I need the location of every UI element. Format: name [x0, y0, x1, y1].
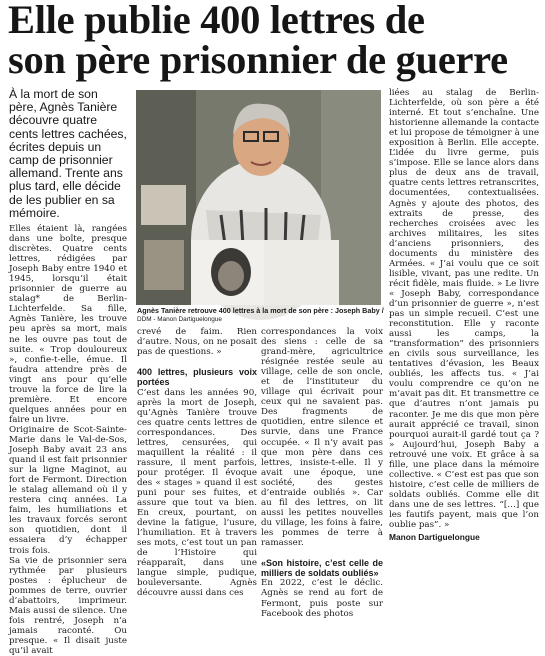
paragraph: Originaire de Scot-Sainte-Marie dans le Val-de-Sos, Joseph Baby avait 23 ans quand il est fait prisonnier sur la ligne Maginot, au fort de Fermont. Direction le stalag allemand où il y restera cinq années. La faim, les humiliations et les travaux forcés seront son quotidien, dont il essaiera d’y échapper trois fois. [9, 424, 127, 556]
article-column-3 [261, 327, 383, 619]
article-column-2 [137, 327, 257, 599]
article-column-1 [9, 224, 127, 656]
paragraph: C’est dans les années 90, après la mort de Joseph, qu’Agnès Tanière trouve ces quatre cents lettres de correspondances. Des lettres, censurées, qui maquillent la réalité : il rassure, il ment parfois, pour protéger. Il évoque des « stages » quand il est puni pour ses fuites, et assure que tout va bien. En creux, pourtant, on devine la fatigue, l’usure, l’humiliation. Et à travers ses mots, c’est tout un pan de l’Histoire qui réapparaît, dans une langue simple, pudique, bouleversante. Agnès découvre aussi dans ces [137, 387, 257, 599]
paragraph: Elles étaient là, rangées dans une boîte, presque discrètes. Quatre cents lettres, rédigées par Joseph Baby entre 1940 et 1945, lorsqu’il était prisonnier de guerre au stalag* de Berlin-Lichterfelde. Sa fille, Agnès Tanière, les trouve peu après sa mort, mais ne les ouvre pas tout de suite. « Trop douloureux », confie-t-elle, émue. Il faudra attendre près de vingt ans pour qu’elle trouve la force de lire la première. Et encore quelques années pour en faire un livre. [9, 224, 127, 425]
paragraph: Sa vie de prisonnier sera rythmée par plusieurs postes : éplucheur de pommes de terre, ouvrier d’abattoirs, imprimeur. Mais aussi de silence. Une fois rentré, Joseph n’a jamais raconté. Ou presque. « Il disait juste qu’il avait [9, 555, 127, 656]
article-column-4 [389, 88, 539, 568]
article-headline [8, 0, 538, 80]
paragraph: En 2022, c’est le déclic. Agnès se rend au fort de Fermont, puis poste sur Facebook des photos [261, 578, 383, 619]
photo-illustration [136, 90, 381, 305]
article-lead: À la mort de son père, Agnès Tanière découvre quatre cents lettres cachées, écrites depuis un camp de prisonnier allemand. Trente ans plus tard, elle décide de les publier en sa mémoire. [9, 87, 127, 220]
caption-text: Agnès Tanière retrouve 400 lettres à la mort de son père : Joseph Baby / [137, 306, 384, 315]
photo-credit: DDM - Manon Dartiguelongue [137, 315, 222, 323]
photo-caption [137, 307, 389, 324]
headline-line-1: Elle publie 400 lettres de [8, 0, 425, 42]
subheading: «Son histoire, c’est celle de milliers de soldats oubliés» [261, 558, 383, 579]
paragraph: correspondances la voix des siens : celle de sa grand-mère, agricultrice résignée restée seule au village, celle de son oncle, et de l’instituteur du village qui écrivait pour ceux qui ne savaient pas. Des fragments de quotidien, entre silence et survie, dans une France occupée. « Il n’y avait pas que mon père dans ces lettres, insiste-t-elle. Il y avait une époque, une société, des gestes d’entraide oubliés ». Car au fil des lettres, on lit aussi les petites nouvelles du village, les foins à faire, les pommes de terre à ramasser. [261, 327, 383, 548]
author-signature: Manon Dartiguelongue [389, 532, 480, 543]
paragraph: liées au stalag de Berlin-Lichterfelde, où son père a été interné. Et tout s’enchaîne. Une historienne allemande la contacte et lui propose de témoigner à une exposition à Berlin. Elle accepte. L’idée du livre germe, puis s’impose. Elle se lance alors dans plus de deux ans de travail, quatre cents lettres retranscrites, documentées, contextualisées. Agnès y ajoute des photos, des extraits de presse, des recherches croisées avec les archives militaires, les sites d’anciens prisonniers, des documents du ministère des Armées. « J’ai voulu que ce soit lisible, vivant, pas une redite. Un récit fidèle, mais fluide. » Le livre « Joseph Baby, correspondance d’un prisonnier de guerre », n’est pas un simple recueil. C’est une reconstitution. Elle y raconte aussi les camps, la “transformation” des prisonniers en civils sous surveillance, les tentatives d’évasion, les Beaux oubliés, les affects tus. « J’ai voulu comprendre ce qu’on ne m’avait pas dit. Et transmettre ce que d’autres n’ont jamais pu raconter. Je me dis que mon père aurait apprécié ce travail, sinon pourquoi aurait-il gardé tout ça ? » Aujourd’hui, Joseph Baby a retrouvé une voix. Et grâce à sa fille, une place dans la mémoire collective. « C’est est pas que son histoire, c’est celle de milliers de soldats oubliés. Comme elle dit dans une de ses lettres. “[…] que les fautifs payent, mais que l’on oublie pas”. » [389, 88, 539, 531]
paragraph: crevé de faim. Rien d’autre. Nous, on ne posait pas de questions. » [137, 327, 257, 358]
headline-line-2: son père prisonnier de guerre [8, 37, 508, 82]
subheading: 400 lettres, plusieurs voix portées [137, 367, 257, 388]
article-photo [136, 90, 381, 305]
